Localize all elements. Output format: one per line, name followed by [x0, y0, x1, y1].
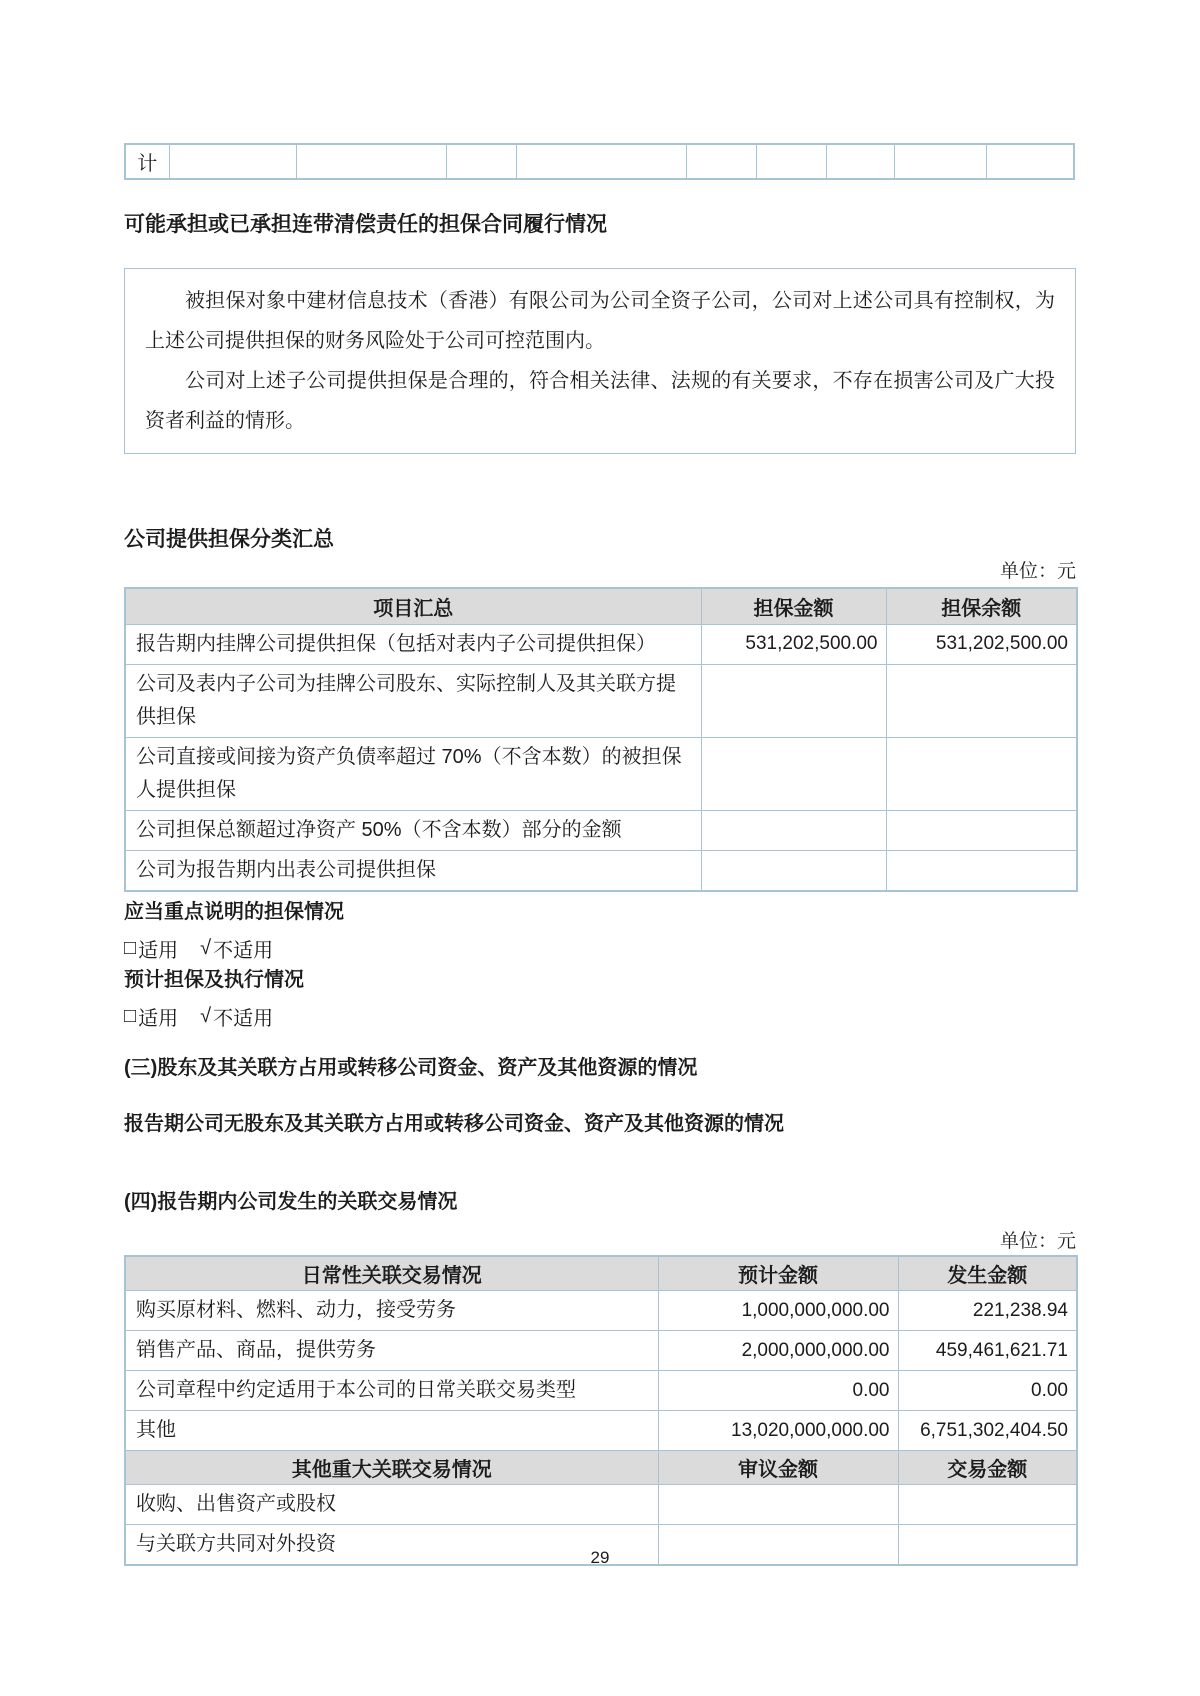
table-row — [125, 144, 1074, 179]
table-row — [125, 664, 1077, 737]
item-cell: 公司直接或间接为资产负债率超过 70%（不含本数）的被担保人提供担保 — [125, 737, 701, 810]
column-header: 交易金额 — [898, 1451, 1077, 1485]
table-header-row — [125, 1256, 1077, 1291]
table-header-row — [125, 1451, 1077, 1485]
related-transactions-table — [124, 1255, 1078, 1566]
table-cell — [516, 144, 686, 179]
table-cell — [894, 144, 986, 179]
guarantee-contract-heading: 可能承担或已承担连带清偿责任的担保合同履行情况 — [124, 213, 607, 236]
item-cell: 与关联方共同对外投资 — [125, 1525, 658, 1566]
option-applicable-label: 适用 — [138, 1008, 179, 1030]
section-three-body: 报告期公司无股东及其关联方占用或转移公司资金、资产及其他资源的情况 — [124, 1113, 784, 1135]
table-row — [125, 1291, 1077, 1331]
amount-cell — [701, 664, 886, 737]
unit-label: 单位：元 — [999, 561, 1076, 582]
expected-guarantee-heading: 预计担保及执行情况 — [124, 969, 304, 991]
table-header-row — [125, 588, 1077, 624]
item-cell: 收购、出售资产或股权 — [125, 1485, 658, 1525]
expected-amount-cell: 13,020,000,000.00 — [658, 1411, 898, 1451]
check-mark-icon: √ — [200, 937, 212, 959]
table-row — [125, 1371, 1077, 1411]
applicability-options — [124, 1002, 1076, 1031]
amount-cell — [701, 810, 886, 850]
table-cell — [826, 144, 894, 179]
table-cell — [296, 144, 446, 179]
key-guarantee-heading: 应当重点说明的担保情况 — [124, 901, 344, 923]
column-header: 发生金额 — [898, 1256, 1077, 1291]
check-mark-icon: √ — [200, 1005, 212, 1027]
column-header: 日常性关联交易情况 — [125, 1256, 658, 1291]
column-header: 担保余额 — [886, 588, 1077, 624]
amount-cell — [701, 737, 886, 810]
table-row — [125, 737, 1077, 810]
column-header: 预计金额 — [658, 1256, 898, 1291]
table-row — [125, 1411, 1077, 1451]
reviewed-amount-cell — [658, 1485, 898, 1525]
note-paragraph: 公司对上述子公司提供担保是合理的，符合相关法律、法规的有关要求，不存在损害公司及广大投资者利益的情形。 — [145, 370, 1055, 432]
table-row — [125, 624, 1077, 664]
option-applicable-label: 适用 — [138, 940, 179, 962]
note-paragraph: 被担保对象中建材信息技术（香港）有限公司为公司全资子公司，公司对上述公司具有控制权，为上述公司提供担保的财务风险处于公司可控范围内。 — [145, 290, 1055, 352]
table-row — [125, 1331, 1077, 1371]
guarantee-summary-table — [124, 587, 1078, 892]
item-cell: 购买原材料、燃料、动力，接受劳务 — [125, 1291, 658, 1331]
amount-cell — [701, 850, 886, 891]
carryover-total-table — [124, 143, 1075, 180]
option-not-applicable-label: 不适用 — [213, 940, 274, 962]
expected-amount-cell: 0.00 — [658, 1371, 898, 1411]
applicability-options — [124, 934, 1076, 963]
guarantee-summary-heading: 公司提供担保分类汇总 — [124, 528, 334, 551]
guarantee-note-box — [124, 268, 1076, 454]
item-cell: 公司为报告期内出表公司提供担保 — [125, 850, 701, 891]
item-cell: 公司及表内子公司为挂牌公司股东、实际控制人及其关联方提供担保 — [125, 664, 701, 737]
unit-label: 单位：元 — [999, 1231, 1076, 1252]
actual-amount-cell: 6,751,302,404.50 — [898, 1411, 1077, 1451]
balance-cell — [886, 850, 1077, 891]
balance-cell — [886, 810, 1077, 850]
item-cell: 其他 — [125, 1411, 658, 1451]
table-row — [125, 850, 1077, 891]
checkbox-unchecked-icon: □ — [124, 937, 137, 959]
amount-cell: 531,202,500.00 — [701, 624, 886, 664]
table-cell — [169, 144, 296, 179]
table-cell — [686, 144, 756, 179]
item-cell: 报告期内挂牌公司提供担保（包括对表内子公司提供担保） — [125, 624, 701, 664]
table-cell — [446, 144, 516, 179]
actual-amount-cell: 459,461,621.71 — [898, 1331, 1077, 1371]
table-row — [125, 810, 1077, 850]
balance-cell — [886, 737, 1077, 810]
table-row — [125, 1485, 1077, 1525]
transaction-amount-cell — [898, 1485, 1077, 1525]
item-cell: 公司章程中约定适用于本公司的日常关联交易类型 — [125, 1371, 658, 1411]
table-cell: 计 — [125, 144, 169, 179]
column-header: 担保金额 — [701, 588, 886, 624]
page-number: 29 — [590, 1548, 610, 1567]
item-cell: 销售产品、商品，提供劳务 — [125, 1331, 658, 1371]
actual-amount-cell: 221,238.94 — [898, 1291, 1077, 1331]
balance-cell — [886, 664, 1077, 737]
table-cell — [986, 144, 1074, 179]
section-three-heading: (三)股东及其关联方占用或转移公司资金、资产及其他资源的情况 — [124, 1057, 698, 1079]
option-not-applicable-label: 不适用 — [213, 1008, 274, 1030]
checkbox-unchecked-icon: □ — [124, 1005, 137, 1027]
item-cell: 公司担保总额超过净资产 50%（不含本数）部分的金额 — [125, 810, 701, 850]
expected-amount-cell: 2,000,000,000.00 — [658, 1331, 898, 1371]
section-four-heading: (四)报告期内公司发生的关联交易情况 — [124, 1191, 458, 1213]
column-header: 其他重大关联交易情况 — [125, 1451, 658, 1485]
column-header: 项目汇总 — [125, 588, 701, 624]
balance-cell: 531,202,500.00 — [886, 624, 1077, 664]
column-header: 审议金额 — [658, 1451, 898, 1485]
actual-amount-cell: 0.00 — [898, 1371, 1077, 1411]
expected-amount-cell: 1,000,000,000.00 — [658, 1291, 898, 1331]
table-cell — [756, 144, 826, 179]
